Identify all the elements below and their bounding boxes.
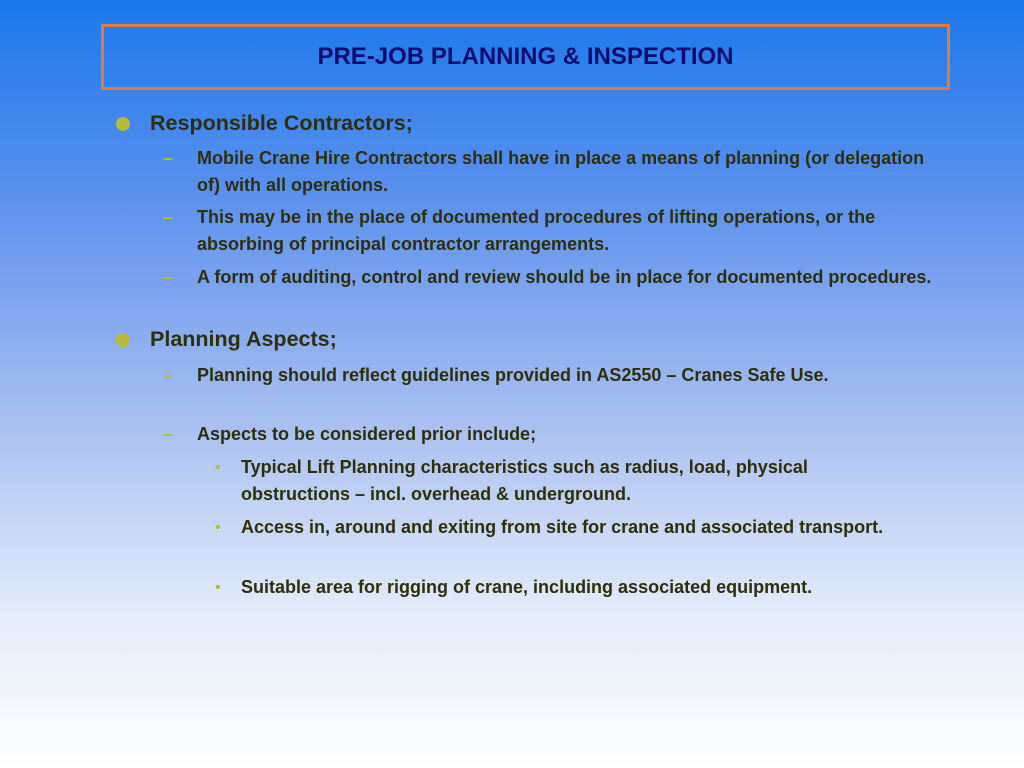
sub-list-item: Typical Lift Planning characteristics such as radius, load, physical obstructions – incl. overhead & underground. [241,457,808,504]
dash-bullet-icon: – [163,207,174,227]
slide-title: PRE-JOB PLANNING & INSPECTION [317,43,734,70]
sub-bullet-icon: • [215,579,221,596]
section-heading-responsible-contractors: Responsible Contractors; [150,111,413,135]
bullet-dot-icon [116,117,130,131]
sub-bullet-icon: • [215,459,221,476]
list-item: Aspects to be considered prior include; [197,424,537,444]
sub-list-item: Access in, around and exiting from site for crane and associated transport. [241,517,884,537]
section-heading-planning-aspects: Planning Aspects; [150,327,337,351]
list-item: Planning should reflect guidelines provided in AS2550 – Cranes Safe Use. [197,365,829,385]
list-item: A form of auditing, control and review should be in place for documented procedures. [197,267,932,287]
title-box [101,24,950,90]
dash-bullet-icon: – [163,365,174,385]
list-item: Mobile Crane Hire Contractors shall have in place a means of planning (or delegation of) with all operations. [197,148,925,195]
sub-bullet-icon: • [215,519,221,536]
bullet-dot-icon [116,333,130,347]
dash-bullet-icon: – [163,148,174,168]
dash-bullet-icon: – [163,424,174,444]
sub-list-item: Suitable area for rigging of crane, including associated equipment. [241,577,813,597]
dash-bullet-icon: – [163,267,174,287]
list-item: This may be in the place of documented procedures of lifting operations, or the absorbing of principal contractor arrangements. [197,207,876,254]
